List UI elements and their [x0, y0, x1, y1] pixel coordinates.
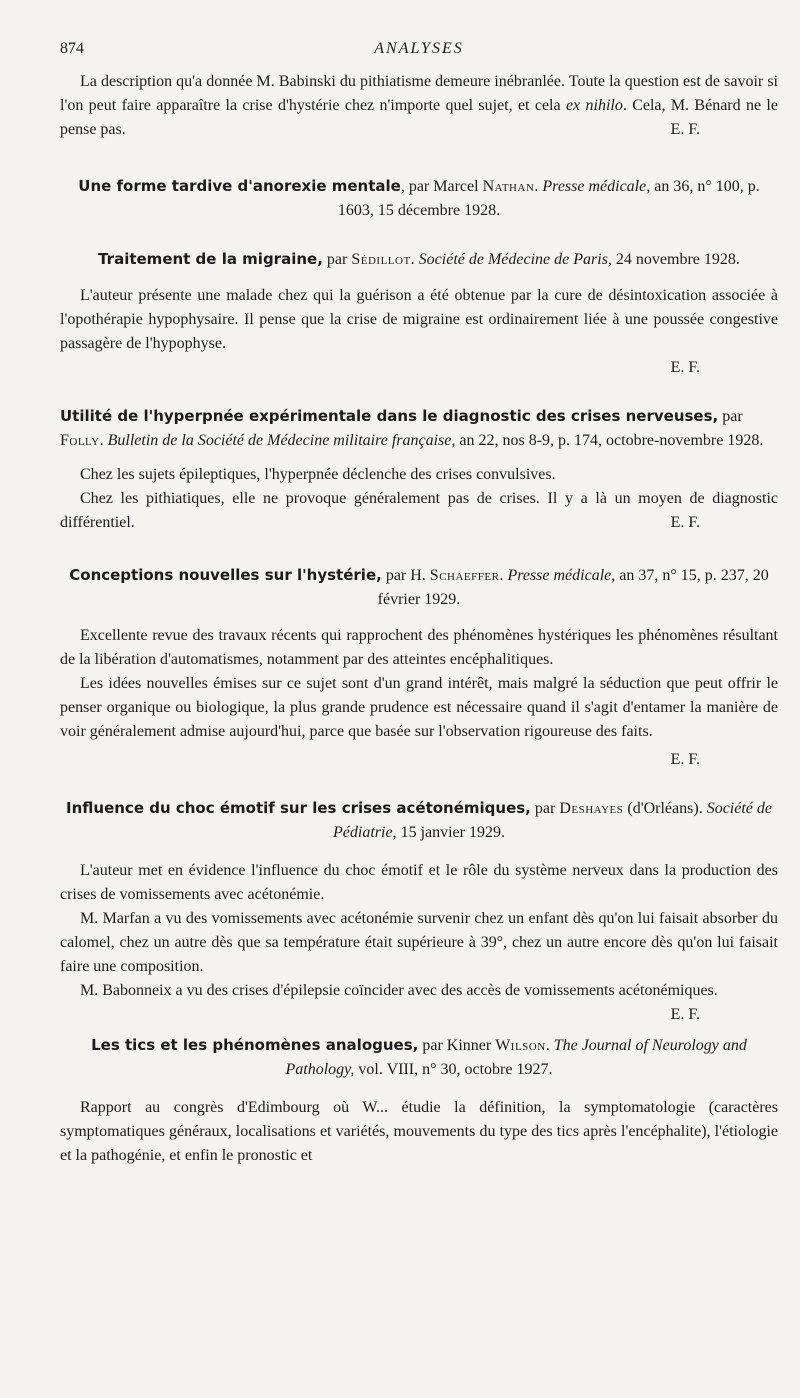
review-paragraph: Chez les sujets épileptiques, l'hyperpnée déclenche des crises convulsives. [80, 466, 556, 483]
page-header [60, 40, 778, 70]
review-heading: Une forme tardive d'anorexie mentale, par Marcel Nathan. Presse médicale, an 36, n° 100, p. 1603, 15 décembre 1928. [78, 177, 760, 219]
review-author: Deshayes [559, 800, 624, 817]
review-author: Schaeffer [429, 567, 500, 584]
review-title: Influence du choc émotif sur les crises acétonémiques, [66, 799, 531, 817]
review-heading: Influence du choc émotif sur les crises acétonémiques, par Deshayes (d'Orléans). Société de Pédiatrie, 15 janvier 1929. [66, 799, 772, 841]
signature: E. F. [670, 121, 700, 138]
review-paragraph: M. Marfan a vu des vomissements avec acétonémie survenir chez un enfant dès qu'on lui faisait absorber du calomel, chez un autre dès que sa température était supérieure à 39°, chez un autre encore dès qu'on lui faisait faire une composition. [60, 910, 778, 975]
review-paragraph: Excellente revue des travaux récents qui rapprochent des phénomènes hystériques les phénomènes résultant de la libération d'automatismes, notamment par des atteintes encéphalitiques. [60, 627, 778, 668]
review-paragraph: L'auteur met en évidence l'influence du choc émotif et le rôle du système nerveux dans la production des crises de vomissements avec acétonémie. [60, 862, 778, 903]
review-author: Folly [60, 432, 100, 449]
review-title: Utilité de l'hyperpnée expérimentale dans le diagnostic des crises nerveuses, [60, 407, 719, 425]
signature: E. F. [670, 359, 700, 376]
review-heading: Conceptions nouvelles sur l'hystérie, par H. Schaeffer. Presse médicale, an 37, n° 15, p. 237, 20 février 1929. [69, 566, 769, 608]
review-heading: Les tics et les phénomènes analogues, par Kinner Wilson. The Journal of Neurology and Pathology, vol. VIII, n° 30, octobre 1927. [91, 1036, 747, 1078]
review-author: Sédillot [351, 251, 411, 268]
intro-italic-phrase: ex nihilo [565, 97, 623, 114]
review-journal: Société de Médecine de Paris, [418, 251, 612, 268]
review-heading: Utilité de l'hyperpnée expérimentale dans le diagnostic des crises nerveuses, par Folly. Bulletin de la Société de Médecine militaire française, an 22, nos 8-9, p. 174, octobre-novembre 1928. [60, 407, 764, 449]
review-author: Nathan [482, 178, 535, 195]
review-2 [60, 247, 778, 380]
review-journal: Presse médicale, [507, 567, 616, 584]
review-5 [60, 796, 778, 1023]
review-4 [60, 563, 778, 772]
review-1 [60, 174, 778, 223]
review-paragraph: Chez les pithiatiques, elle ne provoque généralement pas de crises. Il y a là un moyen de diagnostic différentiel. E. F. [60, 487, 778, 535]
page-number: 874 [60, 40, 84, 57]
review-journal: Société de Pédiatrie, [333, 800, 772, 841]
review-journal: The Journal of Neurology and Pathology, [285, 1037, 747, 1078]
review-title: Conceptions nouvelles sur l'hystérie, [69, 566, 382, 584]
review-paragraph: Les idées nouvelles émises sur ce sujet sont d'un grand intérêt, mais malgré la séduction que peut offrir le penser organique ou biologique, la plus grande prudence est nécessaire quand il s'agit d'entamer la manière de voir généralement admise aujourd'hui, parce que basée sur l'observation rigoureuse des faits. [60, 675, 778, 740]
signature: E. F. [670, 1006, 700, 1023]
review-3 [60, 404, 778, 535]
review-journal: Bulletin de la Société de Médecine militaire française, [107, 432, 456, 449]
page [60, 40, 778, 1168]
review-6 [60, 1033, 778, 1168]
review-paragraph: Rapport au congrès d'Edimbourg où W... étudie la définition, la symptomatologie (caractères symptomatiques généraux, localisations et variétés, mouvements du type des tics après l'encéphalite), l'étiologie et la pathogénie, et enfin le pronostic et [60, 1099, 778, 1164]
intro-block [60, 70, 778, 142]
signature: E. F. [670, 751, 700, 768]
signature: E. F. [670, 514, 700, 531]
review-title: Les tics et les phénomènes analogues, [91, 1036, 419, 1054]
intro-paragraph: La description qu'a donnée M. Babinski du pithiatisme demeure inébranlée. Toute la question est de savoir si l'on peut faire apparaître la crise d'hystérie chez n'importe quel sujet, et cela ex nihilo. Cela, M. Bénard ne le pense pas. E. F. [60, 70, 778, 142]
review-journal: Presse médicale, [542, 178, 651, 195]
review-title: Une forme tardive d'anorexie mentale [78, 177, 401, 195]
running-title: ANALYSES [374, 40, 464, 57]
review-author: Wilson [495, 1037, 546, 1054]
review-paragraph: M. Babonneix a vu des crises d'épilepsie coïncider avec des accès de vomissements acétonémiques. E. F. [60, 979, 778, 1003]
review-title: Traitement de la migraine, [98, 250, 323, 268]
review-paragraph: L'auteur présente une malade chez qui la guérison a été obtenue par la cure de désintoxication associée à l'opothérapie hypophysaire. Il pense que la crise de migraine est ordinairement liée à une poussée congestive passagère de l'hypophyse. [60, 287, 778, 352]
review-heading: Traitement de la migraine, par Sédillot. Société de Médecine de Paris, 24 novembre 1928. [98, 250, 740, 268]
